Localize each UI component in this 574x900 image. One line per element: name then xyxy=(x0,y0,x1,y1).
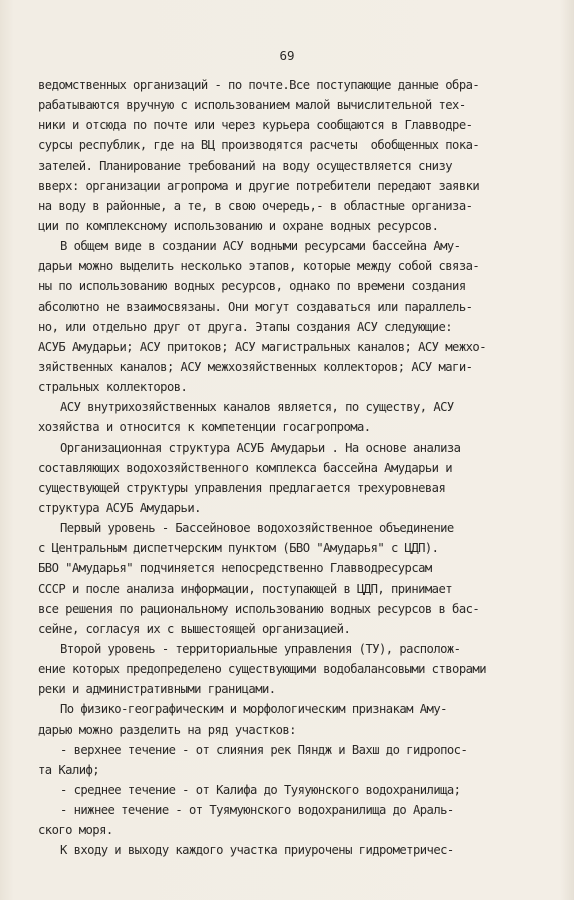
text-line: сейне, согласуя их с вышестоящей организацией. xyxy=(38,621,351,636)
text-line: существующей структуры управления предлагается трехуровневая xyxy=(38,480,446,495)
text-line: - среднее течение - от Калифа до Туяуюнского водохранилища; xyxy=(60,782,461,797)
text-line: Организационная структура АСУБ Амударьи . На основе анализа xyxy=(60,440,461,455)
body-text xyxy=(38,75,538,860)
text-line: БВО "Амударья" подчиняется непосредственно Главводресурсам xyxy=(38,561,432,576)
text-line: К входу и выходу каждого участка приурочены гидрометричес- xyxy=(60,843,454,858)
text-line: рабатываются вручную с использованием малой вычислительной тех- xyxy=(38,98,466,113)
text-line: АСУБ Амударьи; АСУ притоков; АСУ магистральных каналов; АСУ межхо- xyxy=(38,339,486,354)
text-line: ны по использованию водных ресурсов, однако по времени создания xyxy=(38,279,466,294)
text-line: АСУ внутрихозяйственных каналов является, по существу, АСУ xyxy=(60,400,454,415)
text-line: - верхнее течение - от слияния рек Пяндж и Вахш до гидропос- xyxy=(60,742,468,757)
text-line: составляющих водохозяйственного комплекса бассейна Амударьи и xyxy=(38,460,453,475)
text-line: ведомственных организаций - по почте.Все поступающие данные обра- xyxy=(38,78,480,92)
text-line: зателей. Планирование требований на воду осуществляется снизу xyxy=(38,158,453,173)
text-line: абсолютно не взаимосвязаны. Они могут создаваться или параллель- xyxy=(38,299,473,314)
page-number: 69 xyxy=(279,48,295,63)
text-line: сурсы республик, где на ВЦ производятся расчеты обобщенных пока- xyxy=(38,138,480,153)
text-line: Второй уровень - территориальные управления (ТУ), располож- xyxy=(60,641,461,656)
text-line: все решения по рациональному использованию водных ресурсов в бас- xyxy=(38,601,480,616)
text-line: В общем виде в создании АСУ водными ресурсами бассейна Аму- xyxy=(60,239,461,254)
text-line: Первый уровень - Бассейновое водохозяйственное объединение xyxy=(60,521,454,536)
text-line: - нижнее течение - от Туямуюнского водохранилища до Араль- xyxy=(60,803,454,818)
text-line: ение которых предопределено существующими водобалансовыми створами xyxy=(38,662,486,677)
text-line: ники и отсюда по почте или через курьера сообщаются в Главводре- xyxy=(38,118,473,133)
text-line: стральных коллекторов. xyxy=(38,380,188,395)
text-line: дарьи можно выделить несколько этапов, которые между собой связа- xyxy=(38,259,480,274)
text-line: СССР и после анализа информации, поступающей в ЦДП, принимает xyxy=(38,581,453,596)
text-line: дарью можно разделить на ряд участков: xyxy=(38,722,296,737)
text-line: структура АСУБ Амударьи. xyxy=(38,500,201,515)
text-line: реки и административными границами. xyxy=(38,682,276,697)
text-line: ского моря. xyxy=(38,823,113,838)
text-line: зяйственных каналов; АСУ межхозяйственных коллекторов; АСУ маги- xyxy=(38,359,473,374)
text-line: вверх: организации агропрома и другие потребители передают заявки xyxy=(38,178,480,193)
text-line: ции по комплексному использованию и охране водных ресурсов. xyxy=(38,218,439,233)
text-line: та Калиф; xyxy=(38,762,100,777)
text-line: хозяйства и относится к компетенции госагропрома. xyxy=(38,420,371,435)
text-line: с Центральным диспетчерским пунктом (БВО "Амударья" с ЦДП). xyxy=(38,541,439,556)
text-line: но, или отдельно друг от друга. Этапы создания АСУ следующие: xyxy=(38,319,453,334)
text-line: По физико-географическим и морфологическим признакам Аму- xyxy=(60,702,447,717)
text-line: на воду в районные, а те, в свою очередь,- в областные организа- xyxy=(38,198,473,213)
